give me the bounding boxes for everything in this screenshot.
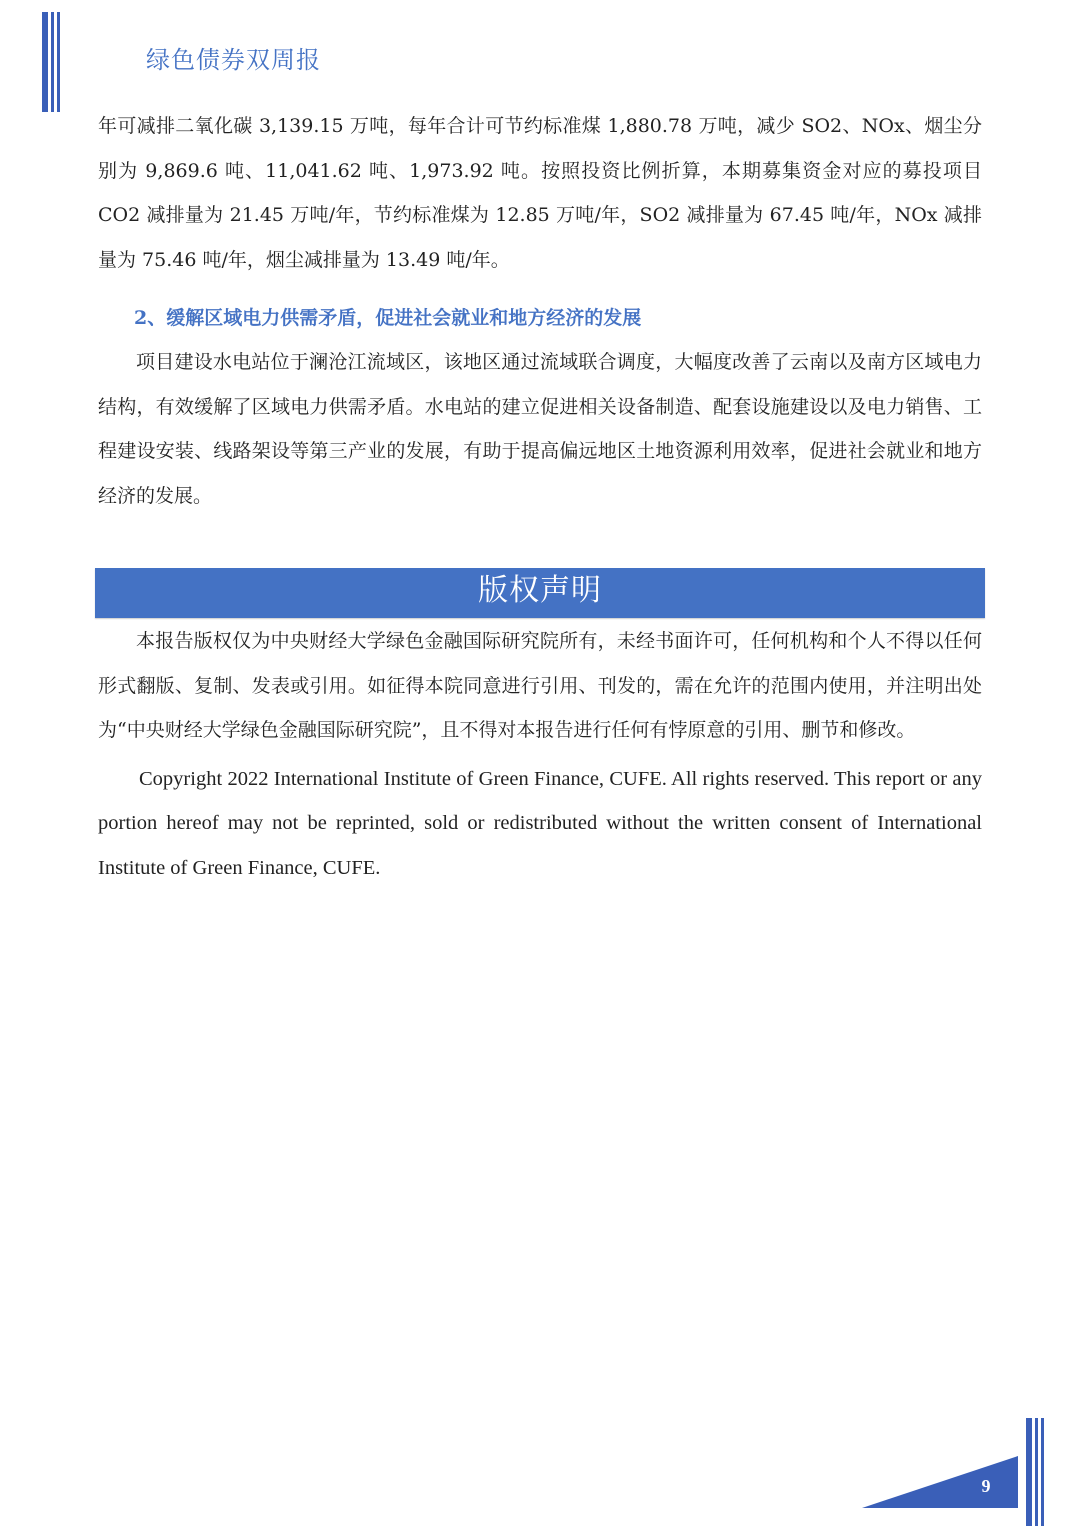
decor-bar [1026, 1418, 1032, 1526]
header-decoration-bars [42, 12, 62, 112]
decor-bar [51, 12, 54, 112]
section-heading: 2、缓解区域电力供需矛盾，促进社会就业和地方经济的发展 [134, 307, 642, 329]
paragraph-emissions: 年可减排二氧化碳 3,139.15 万吨，每年合计可节约标准煤 1,880.78 万吨，减少 SO2、NOx、烟尘分别为 9,869.6 吨、11,041.62 吨、1,973.92 吨。按照投资比例折算，本期募集资金对应的募投项目 CO2 减排量为 21.45 万吨/年，节约标准煤为 12.85 万吨/年，SO2 减排量为 67.45 吨/年，NOx 减排量为 75.46 吨/年，烟尘减排量为 13.49 吨/年。 [98, 115, 982, 271]
footer-decoration [860, 1414, 1050, 1526]
page-number: 9 [981, 1476, 991, 1496]
decor-bar [1041, 1418, 1044, 1526]
report-title: 绿色债券双周报 [146, 46, 321, 74]
copyright-english-text: Copyright 2022 International Institute of Green Finance, CUFE. All rights reserved. This report or any portion hereof may not be reprinted, sold or redistributed without the written consent of International Institute of Green Finance, CUFE. [98, 767, 982, 879]
paragraph-power-supply: 项目建设水电站位于澜沧江流域区，该地区通过流域联合调度，大幅度改善了云南以及南方区域电力结构，有效缓解了区域电力供需矛盾。水电站的建立促进相关设备制造、配套设施建设以及电力销售、工程建设安装、线路架设等第三产业的发展，有助于提高偏远地区土地资源利用效率，促进社会就业和地方经济的发展。 [98, 351, 982, 507]
body-content [98, 104, 982, 518]
copyright-banner: 版权声明 [95, 568, 985, 618]
page-footer [860, 1414, 1050, 1526]
copyright-section [98, 619, 982, 890]
decor-bar [57, 12, 60, 112]
decor-bar [42, 12, 48, 112]
copyright-chinese-text: 本报告版权仅为中央财经大学绿色金融国际研究院所有，未经书面许可，任何机构和个人不得以任何形式翻版、复制、发表或引用。如征得本院同意进行引用、刊发的，需在允许的范围内使用，并注明出处为“中央财经大学绿色金融国际研究院”，且不得对本报告进行任何有悖原意的引用、删节和修改。 [98, 630, 982, 741]
decor-bar [1035, 1418, 1038, 1526]
